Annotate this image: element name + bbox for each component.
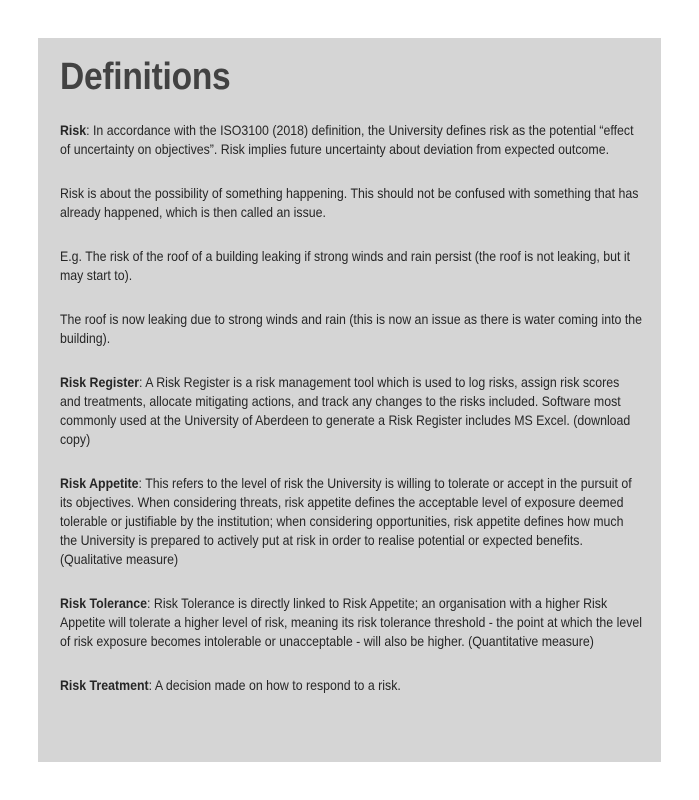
definition-text: E.g. The risk of the roof of a building leaking if strong winds and rain persist (the roof is not leaking, but it may start to). — [60, 247, 631, 283]
definition-text: : A Risk Register is a risk management tool which is used to log risks, assign risk scores and treatments, allocate mitigating actions, and track any changes to the risks included. Software most commonly used at the University of Aberdeen to generate a Risk Register includes MS Excel. (download copy) — [60, 373, 631, 447]
definitions-content — [60, 56, 643, 695]
definition-text: : In accordance with the ISO3100 (2018) definition, the University defines risk as the potential “effect of uncertainty on objectives”. Risk implies future uncertainty about deviation from expected outcome. — [60, 121, 634, 157]
definition-text: : This refers to the level of risk the University is willing to tolerate or accept in the pursuit of its objectives. When considering threats, risk appetite defines the acceptable level of exposure deemed tolerable or justifiable by the institution; when considering opportunities, risk appetite defines how much the University is prepared to actively put at risk in order to realise potential or expected benefits. (Qualitative measure) — [60, 474, 632, 567]
definitions-list — [60, 121, 643, 695]
definition-paragraph — [60, 121, 643, 159]
definition-text: : A decision made on how to respond to a risk. — [148, 676, 401, 693]
definition-term: Risk Register — [60, 373, 140, 390]
definition-term: Risk Appetite — [60, 474, 139, 491]
definition-text: The roof is now leaking due to strong winds and rain (this is now an issue as there is water coming into the building). — [60, 310, 643, 346]
page-title: Definitions — [60, 56, 231, 98]
definition-paragraph — [60, 373, 643, 449]
definition-text: : Risk Tolerance is directly linked to Risk Appetite; an organisation with a higher Risk Appetite will tolerate a higher level of risk, meaning its risk tolerance threshold - the point at which the level of risk exposure becomes intolerable or unacceptable - will also be higher. (Quantitative measure) — [60, 594, 643, 649]
definition-paragraph — [60, 184, 643, 222]
definition-text: Risk is about the possibility of something happening. This should not be confused with something that has already happened, which is then called an issue. — [60, 184, 639, 220]
definition-term: Risk Tolerance — [60, 594, 148, 611]
definition-paragraph — [60, 310, 643, 348]
definition-paragraph — [60, 594, 643, 651]
definition-term: Risk — [60, 121, 87, 138]
definition-term: Risk Treatment — [60, 676, 149, 693]
definition-paragraph — [60, 474, 643, 569]
definition-paragraph — [60, 247, 643, 285]
definitions-card — [38, 38, 661, 762]
definition-paragraph — [60, 676, 643, 695]
